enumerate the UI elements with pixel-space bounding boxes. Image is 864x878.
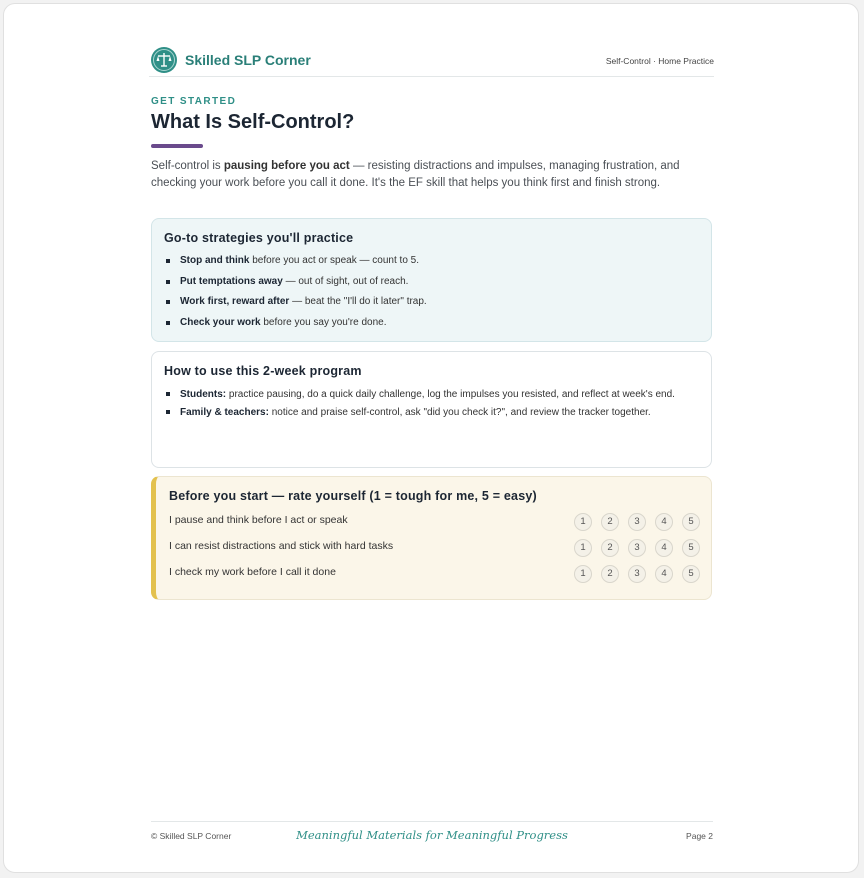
rating-heading: Before you start — rate yourself (1 = tough for me, 5 = easy) xyxy=(169,489,537,503)
page-title: What Is Self-Control? xyxy=(151,111,355,133)
rating-option-2[interactable]: 2 xyxy=(601,539,619,557)
tagline: Meaningful Materials for Meaningful Progress xyxy=(296,828,568,842)
self-rating-card xyxy=(151,476,712,600)
page-header xyxy=(149,46,714,77)
intro-text-start: Self-control is xyxy=(151,160,224,172)
item-text: — out of sight, out of reach. xyxy=(282,275,409,287)
item-text: before you say you're done. xyxy=(260,316,387,328)
rating-statement: I check my work before I call it done xyxy=(169,566,336,578)
rating-option-4[interactable]: 4 xyxy=(655,539,673,557)
page xyxy=(3,3,859,873)
rating-option-5[interactable]: 5 xyxy=(682,565,700,583)
list-item xyxy=(164,253,692,269)
rating-option-3[interactable]: 3 xyxy=(628,513,646,531)
bullet-icon xyxy=(166,321,170,325)
list-item xyxy=(164,404,692,421)
item-bold: Students: xyxy=(180,389,227,400)
list-item xyxy=(164,386,692,403)
item-text: — beat the "I'll do it later" trap. xyxy=(289,296,427,307)
strategies-card xyxy=(151,218,712,342)
rating-option-1[interactable]: 1 xyxy=(574,513,592,531)
list-item xyxy=(164,294,692,310)
item-text: practice pausing, do a quick daily challenge, log the impulses you resisted, and reflect at week's end. xyxy=(226,389,675,400)
brand-name: Skilled SLP Corner xyxy=(185,52,311,68)
rating-option-5[interactable]: 5 xyxy=(682,539,700,557)
bullet-icon xyxy=(166,410,170,414)
rating-scale xyxy=(565,563,700,585)
rating-option-3[interactable]: 3 xyxy=(628,539,646,557)
intro-highlight: pausing before you act xyxy=(223,160,350,172)
rating-option-4[interactable]: 4 xyxy=(655,513,673,531)
intro-paragraph xyxy=(151,158,711,192)
program-card xyxy=(151,351,712,468)
rating-scale xyxy=(565,511,700,533)
list-item xyxy=(164,315,692,331)
rating-option-5[interactable]: 5 xyxy=(682,513,700,531)
bullet-icon xyxy=(166,259,170,263)
rating-row xyxy=(169,563,700,585)
item-bold: Stop and think xyxy=(180,255,250,266)
rating-row xyxy=(169,537,700,559)
title-underline xyxy=(151,144,203,148)
page-number: Page 2 xyxy=(686,831,713,841)
strategies-heading: Go-to strategies you'll practice xyxy=(164,231,354,245)
item-text: notice and praise self-control, ask "did you check it?", and review the tracker together. xyxy=(268,407,651,418)
program-heading: How to use this 2-week program xyxy=(164,364,362,378)
item-bold: Work first, reward after xyxy=(180,296,290,307)
rating-scale xyxy=(565,537,700,559)
rating-option-1[interactable]: 1 xyxy=(574,565,592,583)
section-eyebrow: GET STARTED xyxy=(151,96,237,107)
rating-option-3[interactable]: 3 xyxy=(628,565,646,583)
copyright: © Skilled SLP Corner xyxy=(151,831,232,841)
item-bold: Family & teachers: xyxy=(180,407,269,418)
list-item xyxy=(164,274,692,290)
rating-option-2[interactable]: 2 xyxy=(601,565,619,583)
rating-option-2[interactable]: 2 xyxy=(601,513,619,531)
item-bold: Put temptations away xyxy=(180,275,283,287)
intro-text-end: — resisting distractions and impulses, managing frustration, and checking your work before you call it done. It's the EF skill that helps you think first and finish strong. xyxy=(151,160,680,189)
rating-row xyxy=(169,511,700,533)
strategies-list xyxy=(164,253,692,335)
bullet-icon xyxy=(166,280,170,284)
scales-icon xyxy=(151,47,177,73)
item-bold: Check your work xyxy=(180,316,261,328)
item-text: before you act or speak — count to 5. xyxy=(249,255,419,266)
rating-statement: I can resist distractions and stick with hard tasks xyxy=(169,540,394,552)
page-footer xyxy=(151,821,713,842)
bullet-icon xyxy=(166,392,170,396)
header-section-label: Self-Control · Home Practice xyxy=(605,56,714,66)
rating-statement: I pause and think before I act or speak xyxy=(169,514,348,526)
bullet-icon xyxy=(166,300,170,304)
rating-option-4[interactable]: 4 xyxy=(655,565,673,583)
rating-option-1[interactable]: 1 xyxy=(574,539,592,557)
program-list xyxy=(164,386,692,422)
